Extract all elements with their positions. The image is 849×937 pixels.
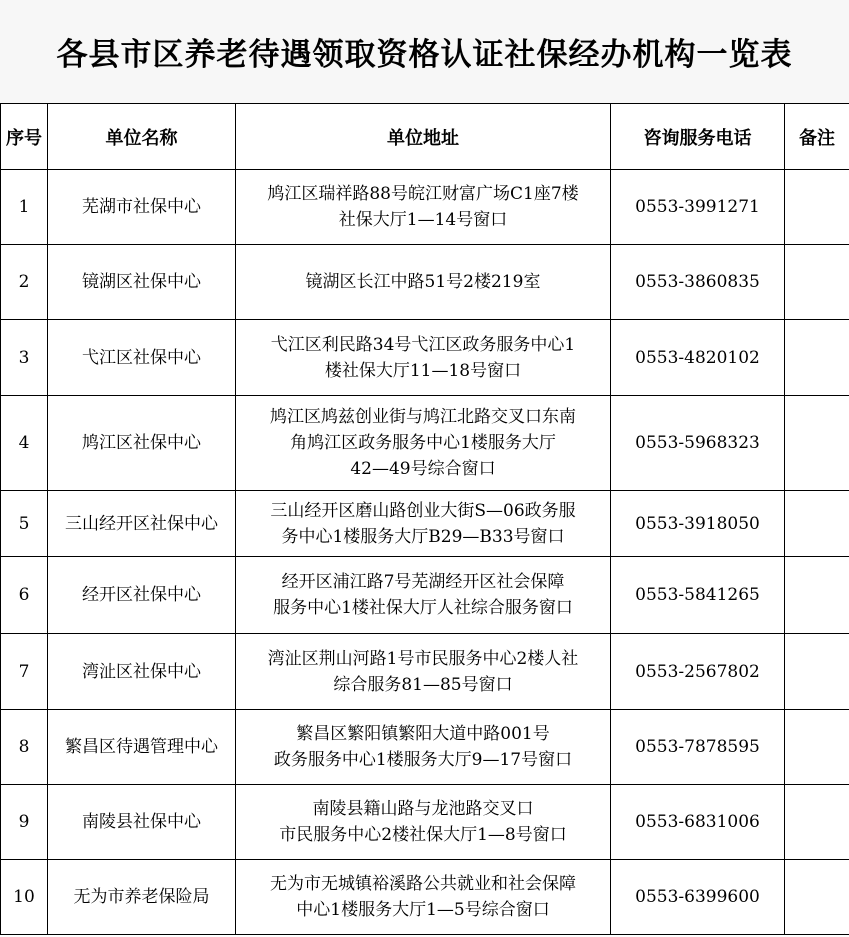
header-index: 序号 [1,104,48,170]
cell-address [236,785,611,860]
cell-address [236,634,611,710]
table-row [1,245,849,320]
cell-index: 8 [1,710,48,785]
cell-unit-name: 经开区社保中心 [48,557,236,634]
cell-phone: 0553-3918050 [611,491,785,557]
address-line: 42—49号综合窗口 [350,459,496,479]
address-line: 弋江区利民路34号弋江区政务服务中心1 [270,334,576,355]
cell-unit-name: 镜湖区社保中心 [48,245,236,320]
cell-index: 2 [1,245,48,320]
address-line: 湾沚区荆山河路1号市民服务中心2楼人社 [267,648,579,669]
cell-note [785,245,849,320]
cell-index: 3 [1,320,48,396]
header-name: 单位名称 [48,104,236,170]
cell-address [236,860,611,935]
title-area [0,0,849,104]
cell-unit-name: 南陵县社保中心 [48,785,236,860]
cell-address [236,320,611,396]
cell-phone: 0553-5968323 [611,396,785,491]
address-line: 繁昌区繁阳镇繁阳大道中路001号 [296,724,550,744]
cell-address [236,710,611,785]
table-row [1,396,849,491]
address-line: 服务中心1楼社保大厅人社综合服务窗口 [273,598,573,618]
cell-phone: 0553-4820102 [611,320,785,396]
address-line: 中心1楼服务大厅1—5号综合窗口 [296,900,550,920]
address-line: 务中心1楼服务大厅B29—B33号窗口 [281,526,565,547]
table-row [1,491,849,557]
cell-index: 9 [1,785,48,860]
address-line: 综合服务81—85号窗口 [333,674,513,695]
cell-index: 10 [1,860,48,935]
address-line: 南陵县籍山路与龙池路交叉口 [312,799,534,819]
cell-note [785,860,849,935]
cell-index: 4 [1,396,48,491]
address-line: 角鸠江区政务服务中心1楼服务大厅 [290,433,556,453]
institution-table [0,103,849,935]
address-line: 经开区浦江路7号芜湖经开区社会保障 [281,572,565,592]
cell-note [785,557,849,634]
cell-unit-name: 三山经开区社保中心 [48,491,236,557]
header-address: 单位地址 [236,104,611,170]
cell-phone: 0553-6831006 [611,785,785,860]
cell-note [785,710,849,785]
cell-note [785,320,849,396]
address-line: 镜湖区长江中路51号2楼219室 [305,272,541,292]
cell-note [785,170,849,245]
cell-address [236,170,611,245]
header-phone: 咨询服务电话 [611,104,785,170]
address-line: 政务服务中心1楼服务大厅9—17号窗口 [273,750,573,770]
address-line: 无为市无城镇裕溪路公共就业和社会保障 [270,874,576,894]
table-row [1,785,849,860]
cell-note [785,491,849,557]
cell-note [785,785,849,860]
address-line: 鸠江区鸠兹创业街与鸠江北路交叉口东南 [270,407,576,427]
table-header-row [1,104,849,170]
cell-phone: 0553-5841265 [611,557,785,634]
cell-phone: 0553-2567802 [611,634,785,710]
table-row [1,860,849,935]
table-row [1,557,849,634]
cell-phone: 0553-3991271 [611,170,785,245]
cell-phone: 0553-3860835 [611,245,785,320]
cell-address [236,245,611,320]
cell-index: 1 [1,170,48,245]
table-row [1,170,849,245]
cell-unit-name: 繁昌区待遇管理中心 [48,710,236,785]
cell-unit-name: 湾沚区社保中心 [48,634,236,710]
address-line: 楼社保大厅11—18号窗口 [324,360,522,381]
cell-index: 6 [1,557,48,634]
address-line: 鸠江区瑞祥路88号皖江财富广场C1座7楼 [267,184,579,204]
cell-note [785,396,849,491]
cell-address [236,557,611,634]
page-title: 各县市区养老待遇领取资格认证社保经办机构一览表 [56,37,793,73]
cell-address [236,396,611,491]
header-note: 备注 [785,104,849,170]
table-row [1,710,849,785]
cell-index: 7 [1,634,48,710]
cell-unit-name: 芜湖市社保中心 [48,170,236,245]
cell-phone: 0553-7878595 [611,710,785,785]
address-line: 市民服务中心2楼社保大厅1—8号窗口 [279,825,567,845]
table-body [1,170,849,935]
address-line: 社保大厅1—14号窗口 [338,210,508,230]
cell-unit-name: 无为市养老保险局 [48,860,236,935]
table-row [1,634,849,710]
cell-note [785,634,849,710]
cell-phone: 0553-6399600 [611,860,785,935]
cell-unit-name: 弋江区社保中心 [48,320,236,396]
table-row [1,320,849,396]
cell-address [236,491,611,557]
cell-unit-name: 鸠江区社保中心 [48,396,236,491]
address-line: 三山经开区磨山路创业大街S—06政务服 [270,500,576,521]
cell-index: 5 [1,491,48,557]
